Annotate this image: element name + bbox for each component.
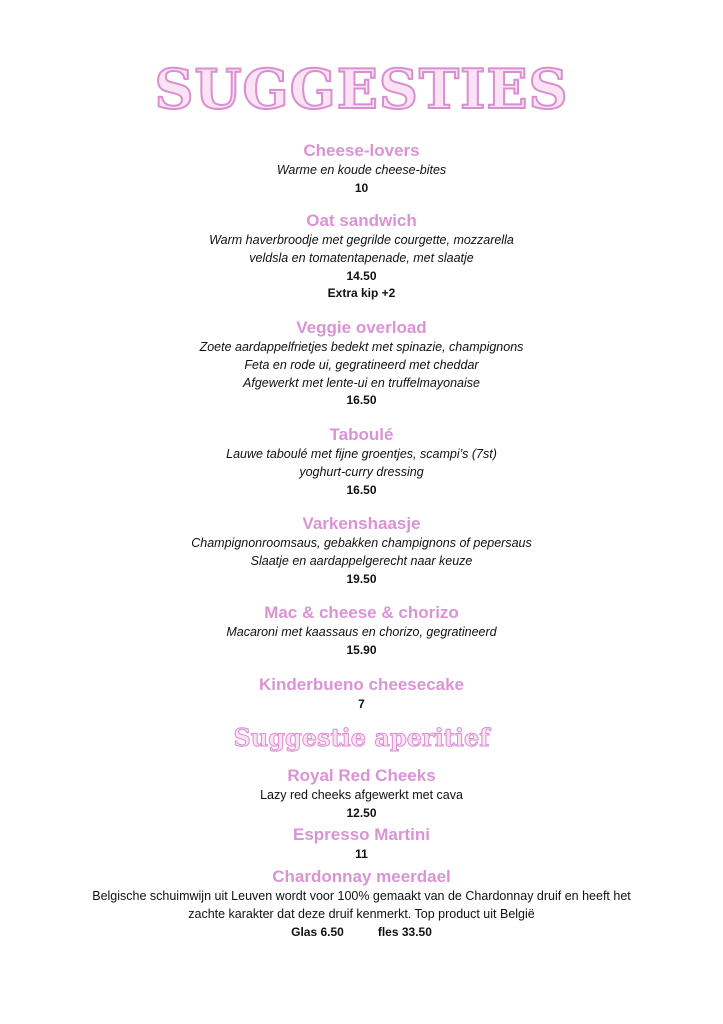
dish-description: Lauwe taboulé met fijne groentjes, scampi’s (7st): [226, 447, 497, 461]
dish-veggie-overload: [0, 317, 723, 410]
glass-price: Glas 6.50: [291, 924, 344, 939]
dish-description: Warme en koude cheese-bites: [276, 163, 447, 177]
dish-kinderbueno-cheesecake: [0, 674, 723, 714]
dish-description: Feta en rode ui, gegratineerd met cheddar: [244, 357, 479, 372]
dish-taboule: [0, 424, 723, 499]
drink-chardonnay-meerdael: [0, 866, 723, 941]
dish-varkenshaasje: [0, 513, 723, 588]
drink-price: 12.50: [346, 805, 377, 820]
dish-description: Zoete aardappelfrietjes bedekt met spinazie, champignons: [199, 340, 524, 354]
drink-description: zachte karakter dat deze druif kenmerkt. Top product uit België: [188, 906, 535, 921]
dish-name: Kinderbueno cheesecake: [258, 675, 465, 694]
dish-price: 10: [354, 180, 369, 195]
drink-price-row: [0, 924, 723, 942]
dish-cheese-lovers: [0, 140, 723, 198]
dish-price: 15.90: [346, 642, 377, 657]
page-title: SUGGESTIES: [154, 57, 569, 121]
drink-name: Royal Red Cheeks: [287, 766, 436, 785]
dish-name: Oat sandwich: [306, 211, 417, 230]
dish-description: yoghurt-curry dressing: [299, 464, 424, 479]
dish-description: Champignonroomsaus, gebakken champignons of pepersaus: [191, 536, 532, 550]
dish-name: Varkenshaasje: [302, 514, 421, 533]
drink-description: Lazy red cheeks afgewerkt met cava: [260, 788, 463, 802]
aperitief-title: Suggestie aperitief: [233, 723, 490, 752]
drink-description: Belgische schuimwijn uit Leuven wordt voor 100% gemaakt van de Chardonnay druif en heeft het: [92, 889, 631, 903]
dish-extra: Extra kip +2: [327, 286, 396, 301]
drink-royal-red-cheeks: [0, 765, 723, 823]
bottle-price: fles 33.50: [377, 924, 432, 939]
drink-name: Chardonnay meerdael: [272, 867, 451, 886]
dish-mac-cheese-chorizo: [0, 602, 723, 660]
dish-name: Cheese-lovers: [303, 141, 420, 160]
dish-price: 19.50: [346, 571, 377, 586]
dish-name: Veggie overload: [296, 318, 427, 337]
drink-name: Espresso Martini: [293, 825, 430, 844]
dish-description: Afgewerkt met lente-ui en truffelmayonaise: [243, 375, 480, 390]
dish-name: Mac & cheese & chorizo: [264, 603, 459, 622]
dish-price: 16.50: [346, 482, 377, 497]
dish-price: 14.50: [346, 268, 377, 283]
dish-description: Macaroni met kaassaus en chorizo, gegratineerd: [226, 625, 497, 639]
drink-price: 11: [355, 847, 368, 861]
dish-price: 7: [358, 697, 365, 711]
dish-name: Taboulé: [329, 425, 394, 444]
dish-oat-sandwich: [0, 210, 723, 303]
dish-description: Warm haverbroodje met gegrilde courgette, mozzarella: [209, 233, 514, 247]
dish-price: 16.50: [346, 393, 377, 408]
dish-description: Slaatje en aardappelgerecht naar keuze: [250, 553, 473, 568]
drink-espresso-martini: [0, 824, 723, 864]
dish-description: veldsla en tomatentapenade, met slaatje: [249, 250, 474, 265]
